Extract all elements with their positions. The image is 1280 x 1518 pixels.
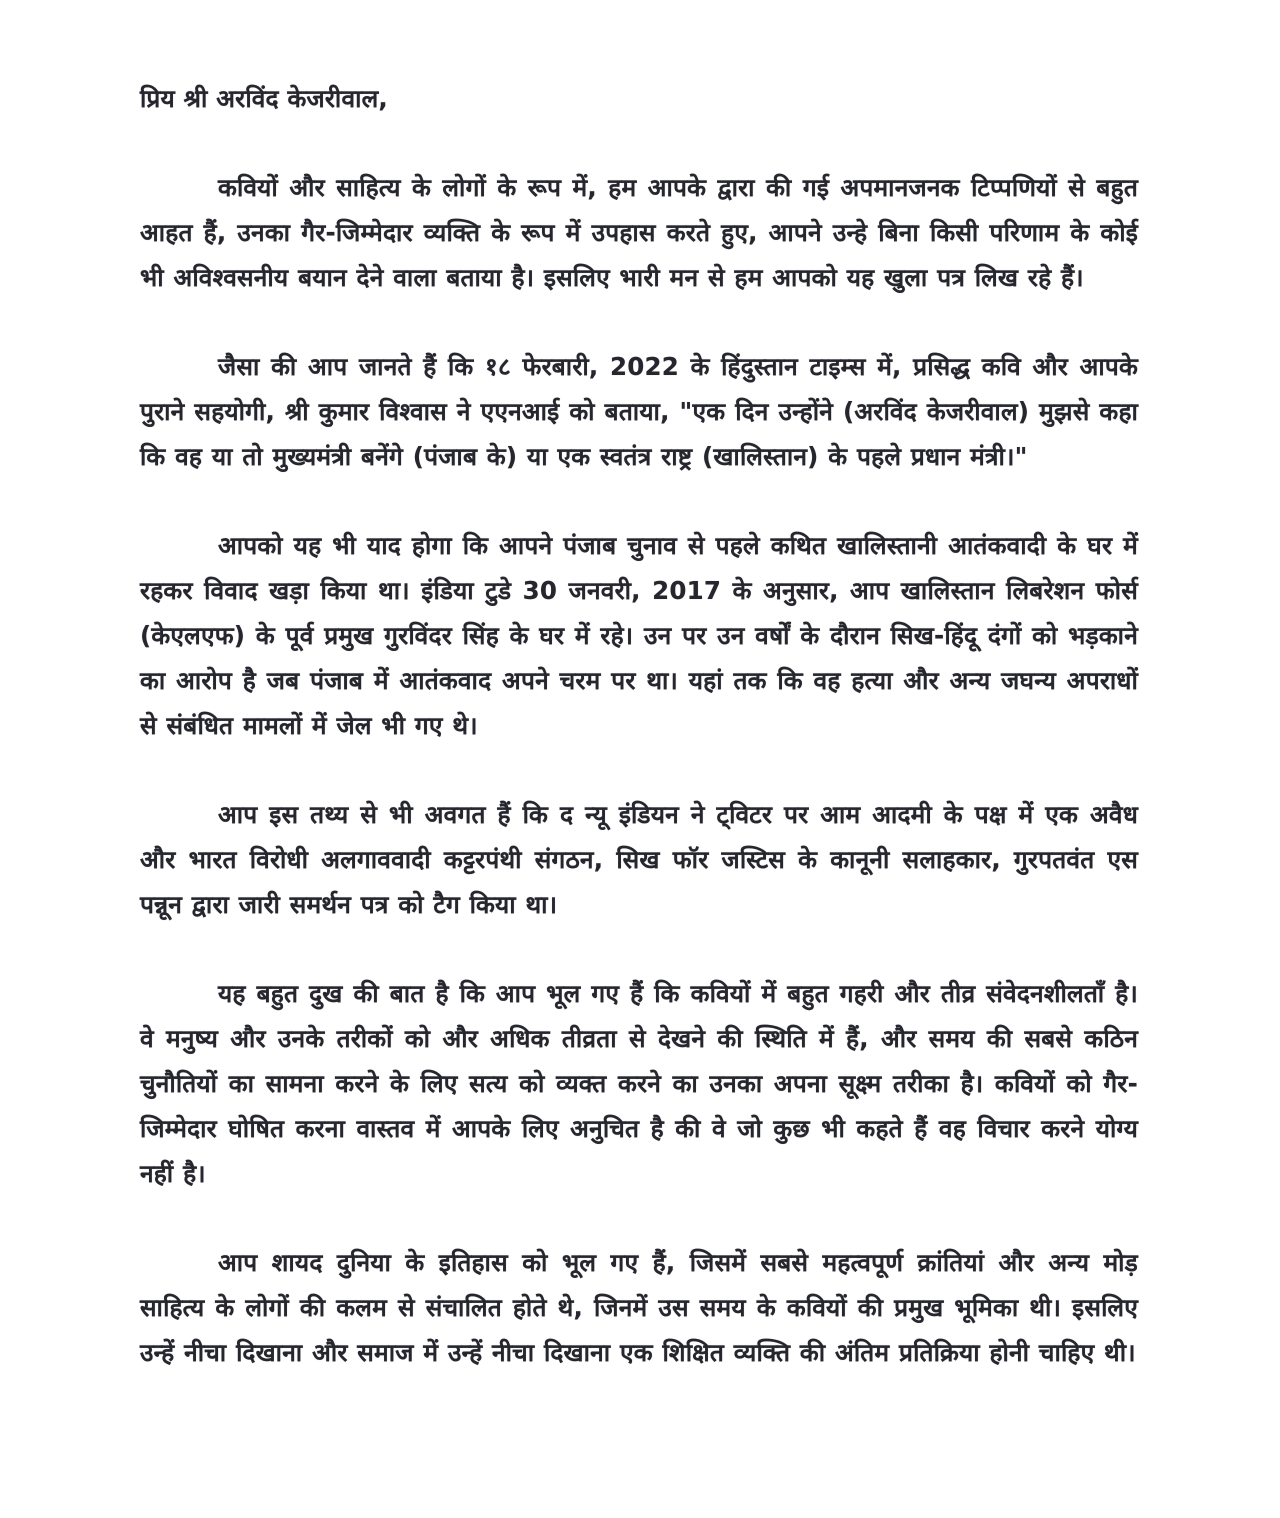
letter-paragraph: आप इस तथ्य से भी अवगत हैं कि द न्यू इंडियन ने ट्विटर पर आम आदमी के पक्ष में एक अवैध और भारत विरोधी अलगाववादी कट्टरपंथी संगठन, सिख फॉर जस्टिस के कानूनी सलाहकार, गुरपतवंत एस पन्नून द्वारा जारी समर्थन पत्र को टैग किया था।: [140, 800, 1138, 919]
letter-salutation: प्रिय श्री अरविंद केजरीवाल,: [140, 84, 388, 113]
letter-paragraph: यह बहुत दुख की बात है कि आप भूल गए हैं कि कवियों में बहुत गहरी और तीव्र संवेदनशीलताँ है। वे मनुष्य और उनके तरीकों को और अधिक तीव्रता से देखने की स्थिति में हैं, और समय की सबसे कठिन चुनौतियों का सामना करने के लिए सत्य को व्यक्त करने का उनका अपना सूक्ष्म तरीका है। कवियों को गैर-जिम्मेदार घोषित करना वास्तव में आपके लिए अनुचित है की वे जो कुछ भी कहते हैं वह विचार करने योग्य नहीं है।: [140, 979, 1138, 1188]
letter-paragraph: आप शायद दुनिया के इतिहास को भूल गए हैं, जिसमें सबसे महत्वपूर्ण क्रांतियां और अन्य मोड़ साहित्य के लोगों की कलम से संचालित होते थे, जिनमें उस समय के कवियों की प्रमुख भूमिका थी। इसलिए उन्हें नीचा दिखाना और समाज में उन्हें नीचा दिखाना एक शिक्षित व्यक्ति की अंतिम प्रतिक्रिया होनी चाहिए थी।: [140, 1248, 1138, 1367]
letter-paragraph: जैसा की आप जानते हैं कि १८ फेरबारी, 2022 के हिंदुस्तान टाइम्स में, प्रसिद्ध कवि और आपके पुराने सहयोगी, श्री कुमार विश्वास ने एएनआई को बताया, "एक दिन उन्होंने (अरविंद केजरीवाल) मुझसे कहा कि वह या तो मुख्यमंत्री बनेंगे (पंजाब के) या एक स्वतंत्र राष्ट्र (खालिस्तान) के पहले प्रधान मंत्री।": [140, 352, 1138, 471]
letter-paragraph: आपको यह भी याद होगा कि आपने पंजाब चुनाव से पहले कथित खालिस्तानी आतंकवादी के घर में रहकर विवाद खड़ा किया था। इंडिया टुडे 30 जनवरी, 2017 के अनुसार, आप खालिस्तान लिबरेशन फोर्स (केएलएफ) के पूर्व प्रमुख गुरविंदर सिंह के घर में रहे। उन पर उन वर्षों के दौरान सिख-हिंदू दंगों को भड़काने का आरोप है जब पंजाब में आतंकवाद अपने चरम पर था। यहां तक कि वह हत्या और अन्य जघन्य अपराधों से संबंधित मामलों में जेल भी गए थे।: [140, 531, 1138, 740]
letter-paragraph: कवियों और साहित्य के लोगों के रूप में, हम आपके द्वारा की गई अपमानजनक टिप्पणियों से बहुत आहत हैं, उनका गैर-जिम्मेदार व्यक्ति के रूप में उपहास करते हुए, आपने उन्हे बिना किसी परिणाम के कोई भी अविश्वसनीय बयान देने वाला बताया है। इसलिए भारी मन से हम आपको यह खुला पत्र लिख रहे हैं।: [140, 173, 1138, 292]
letter-body: [140, 165, 1138, 1375]
